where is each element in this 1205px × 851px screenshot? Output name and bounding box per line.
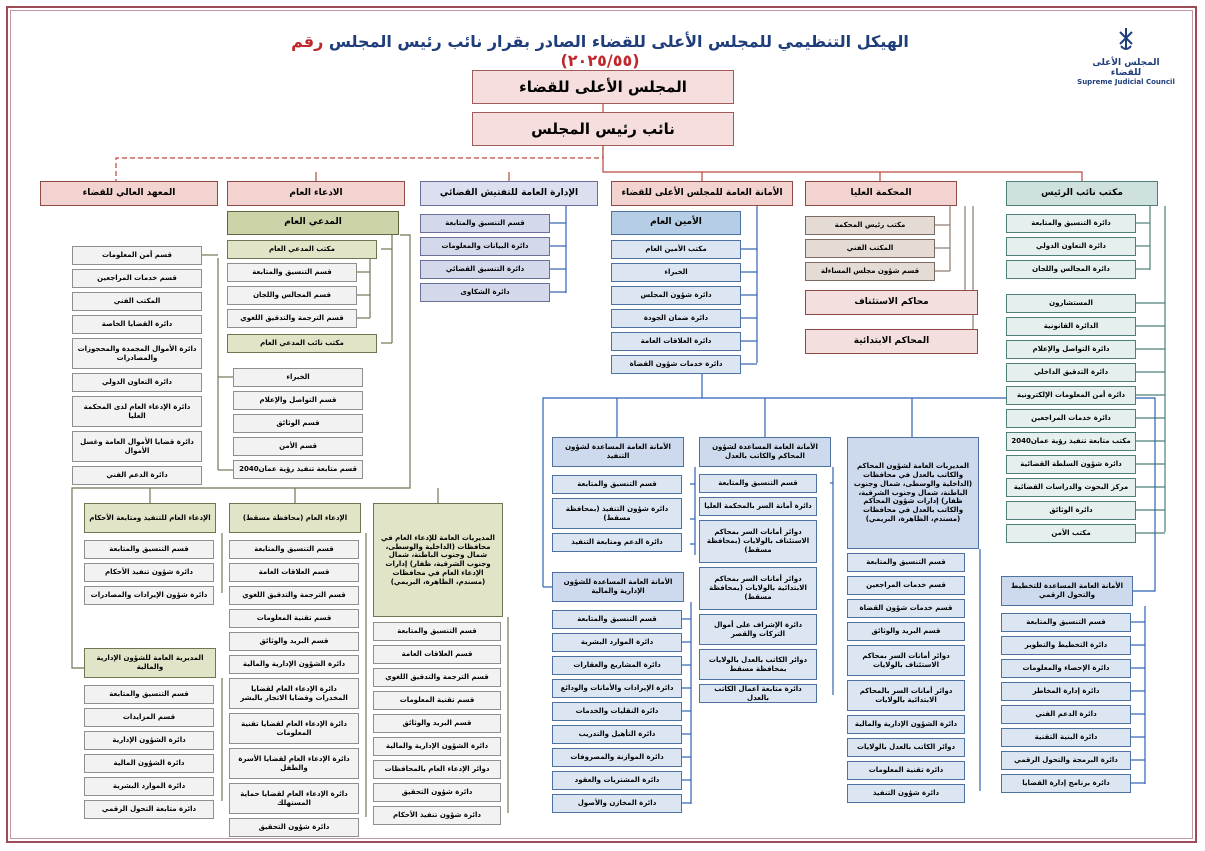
pros-exec-item: دائرة شؤون الإيرادات والمصادرات <box>84 586 214 605</box>
logo-english-text: Supreme Judicial Council <box>1077 78 1175 86</box>
office-group2-item: مكتب الأمن <box>1006 524 1136 543</box>
pros-muscat-item: دائرة الإدعاء العام لقضايا الأسرة والطفل <box>229 748 359 779</box>
sec-gov-item: قسم التنسيق والمتابعة <box>847 553 965 572</box>
inspection-item: قسم التنسيق والمتابعة <box>420 214 550 233</box>
secretariat-box: الأمانة العامة للمجلس الأعلى للقضاء <box>611 181 793 206</box>
pros-fin-item: قسم التنسيق والمتابعة <box>84 685 214 704</box>
sec-gov-item: دوائر الكاتب بالعدل بالولايات <box>847 738 965 757</box>
pros-muscat-item: قسم التنسيق والمتابعة <box>229 540 359 559</box>
sec-gov-item: دوائر أمانات السر بمحاكم الاستئناف بالولايات <box>847 645 965 676</box>
logo-arabic-text: المجلس الأعلى للقضاء <box>1092 58 1160 78</box>
office-group1-item: دائرة المجالس واللجان <box>1006 260 1136 279</box>
pros-left-item: المكتب الفني <box>72 292 202 311</box>
sec-courts-item: دائرة أمانة السر بالمحكمة العليا <box>699 497 817 516</box>
inspection-item: دائرة الشكاوى <box>420 283 550 302</box>
secretariat-item: دائرة خدمات شؤون القضاة <box>611 355 741 374</box>
court-item: قسم شؤون مجلس المساءلة <box>805 262 935 281</box>
pros-muscat-item: دائرة الإدعاء العام لقضايا المخدرات وقضايا الاتجار بالبشر <box>229 678 359 709</box>
pros-mid-item: قسم متابعة تنفيذ رؤية عمان2040 <box>233 460 363 479</box>
pros-gov-item: دائرة شؤون التحقيق <box>373 783 501 802</box>
sec-plan-item: دائرة التخطيط والتطوير <box>1001 636 1131 655</box>
prosecutor-office-box: مكتب المدعي العام <box>227 240 377 259</box>
office-group2-item: دائرة أمن المعلومات الإلكترونية <box>1006 386 1136 405</box>
office-group2-item: مكتب متابعة تنفيذ رؤية عمان2040 <box>1006 432 1136 451</box>
sec-plan-head: الأمانة العامة المساعدة للتخطيط والتحول الرقمي <box>1001 576 1133 606</box>
sec-exec-head: الأمانة العامة المساعدة لشؤون التنفيذ <box>552 437 684 467</box>
office-group2-item: دائرة التدقيق الداخلي <box>1006 363 1136 382</box>
sec-plan-item: دائرة البرمجة والتحول الرقمي <box>1001 751 1131 770</box>
office-group2-item: دائرة خدمات المراجعين <box>1006 409 1136 428</box>
council-box: المجلس الأعلى للقضاء <box>472 70 734 104</box>
inspection-box: الإدارة العامة للتفتيش القضائي <box>420 181 598 206</box>
office-group2-item: مركز البحوث والدراسات القضائية <box>1006 478 1136 497</box>
pros-gov-item: قسم الترجمة والتدقيق اللغوي <box>373 668 501 687</box>
secretariat-item: دائرة شؤون المجلس <box>611 286 741 305</box>
office-group2-item: دائرة شؤون السلطة القضائية <box>1006 455 1136 474</box>
office-group2-item: الدائرة القانونية <box>1006 317 1136 336</box>
sec-courts-item: دوائر الكاتب بالعدل بالولايات بمحافظة مسقط <box>699 649 817 680</box>
pros-fin-item: دائرة الشؤون الإدارية <box>84 731 214 750</box>
court-item: المكتب الفني <box>805 239 935 258</box>
sec-plan-item: دائرة إدارة المخاطر <box>1001 682 1131 701</box>
sec-plan-item: قسم التنسيق والمتابعة <box>1001 613 1131 632</box>
secretariat-item: الخبراء <box>611 263 741 282</box>
sec-exec-item: دائرة شؤون التنفيذ (بمحافظة مسقط) <box>552 498 682 529</box>
prosecutor-general-box: المدعي العام <box>227 211 399 235</box>
sec-exec-item: قسم التنسيق والمتابعة <box>552 475 682 494</box>
pros-muscat-item: قسم تقنية المعلومات <box>229 609 359 628</box>
sec-gov-head: المديريات العامة لشؤون المحاكم والكاتب بالعدل في محافظات (الداخلية والوسطى، شمال وجنوب الباطنة، شمال وجنوب الشرقية، ظفار) إدارات شؤون المحاكم والكاتب بالعدل في محافظات (مسندم، الظاهرة، البريمي) <box>847 437 979 549</box>
sec-exec-item: دائرة الدعم ومتابعة التنفيذ <box>552 533 682 552</box>
secretariat-item: مكتب الأمين العام <box>611 240 741 259</box>
pros-office-item: قسم المجالس واللجان <box>227 286 357 305</box>
sec-admin-item: دائرة الإيرادات والأمانات والودائع <box>552 679 682 698</box>
sec-admin-item: دائرة الموازنة والمصروفات <box>552 748 682 767</box>
pros-exec-item: قسم التنسيق والمتابعة <box>84 540 214 559</box>
pros-exec-head: الإدعاء العام للتنفيذ ومتابعة الأحكام <box>84 503 216 533</box>
court-item: مكتب رئيس المحكمة <box>805 216 935 235</box>
sec-admin-item: قسم التنسيق والمتابعة <box>552 610 682 629</box>
pros-fin-item: دائرة متابعة التحول الرقمي <box>84 800 214 819</box>
sec-gov-item: دائرة الشؤون الإدارية والمالية <box>847 715 965 734</box>
pros-gov-item: دائرة شؤون تنفيذ الأحكام <box>373 806 501 825</box>
pros-mid-item: قسم الأمن <box>233 437 363 456</box>
khanjar-emblem-icon <box>1111 26 1141 52</box>
office-group1-item: دائرة التنسيق والمتابعة <box>1006 214 1136 233</box>
title-ref: رقم (٢٠٢٥/٥٥) <box>291 32 640 70</box>
sec-gov-item: دوائر أمانات السر بالمحاكم الابتدائية بالولايات <box>847 680 965 711</box>
pros-fin-item: دائرة الموارد البشرية <box>84 777 214 796</box>
office-group2-item: المستشارون <box>1006 294 1136 313</box>
pros-muscat-item: دائرة الإدعاء العام لقضايا تقنية المعلومات <box>229 713 359 744</box>
pros-left-item: قسم أمن المعلومات <box>72 246 202 265</box>
prosecution-box: الادعاء العام <box>227 181 405 206</box>
pros-fin-item: قسم المزايدات <box>84 708 214 727</box>
office-group2-item: دائرة الوثائق <box>1006 501 1136 520</box>
pros-left-item: دائرة التعاون الدولي <box>72 373 202 392</box>
pros-muscat-item: دائرة شؤون التحقيق <box>229 818 359 837</box>
sec-gov-item: قسم البريد والوثائق <box>847 622 965 641</box>
pros-gov-item: قسم العلاقات العامة <box>373 645 501 664</box>
council-logo <box>1076 26 1176 92</box>
pros-left-item: قسم خدمات المراجعين <box>72 269 202 288</box>
pros-gov-item: دائرة الشؤون الإدارية والمالية <box>373 737 501 756</box>
pros-gov-item: دوائر الإدعاء العام بالمحافظات <box>373 760 501 779</box>
sec-admin-item: دائرة النقليات والخدمات <box>552 702 682 721</box>
secretary-general-box: الأمين العام <box>611 211 741 235</box>
pros-muscat-item: قسم الترجمة والتدقيق اللغوي <box>229 586 359 605</box>
pros-gov-head: المديريات العامة للإدعاء العام في محافظات (الداخلية والوسطى، شمال وجنوب الباطنة، شمال وجنوب الشرقية، ظفار) إدارات الإدعاء العام في محافظات (مسندم، الظاهرة، البريمي) <box>373 503 503 617</box>
pros-muscat-item: قسم البريد والوثائق <box>229 632 359 651</box>
sec-gov-item: دائرة تقنية المعلومات <box>847 761 965 780</box>
pros-left-item: دائرة الدعم الفني <box>72 466 202 485</box>
sec-admin-item: دائرة الموارد البشرية <box>552 633 682 652</box>
sec-admin-item: دائرة المشاريع والعقارات <box>552 656 682 675</box>
pros-left-item: دائرة القضايا الخاصة <box>72 315 202 334</box>
sec-admin-item: دائرة التأهيل والتدريب <box>552 725 682 744</box>
sec-admin-item: دائرة المشتريات والعقود <box>552 771 682 790</box>
supreme-court-box: المحكمة العليا <box>805 181 957 206</box>
pros-exec-item: دائرة شؤون تنفيذ الأحكام <box>84 563 214 582</box>
connector-line <box>116 146 603 181</box>
sec-courts-item: دائرة الإشراف على أموال التركات والقصر <box>699 614 817 645</box>
sec-gov-item: دائرة شؤون التنفيذ <box>847 784 965 803</box>
pros-office-item: قسم الترجمة والتدقيق اللغوي <box>227 309 357 328</box>
pros-office-item: قسم التنسيق والمتابعة <box>227 263 357 282</box>
deputy-prosecutor-box: مكتب نائب المدعي العام <box>227 334 377 353</box>
pros-mid-item: قسم التواصل والإعلام <box>233 391 363 410</box>
sec-admin-head: الأمانة العامة المساعدة للشؤون الإدارية والمالية <box>552 572 684 602</box>
vice-office-box: مكتب نائب الرئيس <box>1006 181 1158 206</box>
pros-mid-item: قسم الوثائق <box>233 414 363 433</box>
pros-muscat-head: الإدعاء العام (محافظة مسقط) <box>229 503 361 533</box>
primary-courts-box: المحاكم الابتدائية <box>805 329 978 354</box>
office-group1-item: دائرة التعاون الدولي <box>1006 237 1136 256</box>
sec-courts-item: دوائر أمانات السر بمحاكم الابتدائية بالولايات (بمحافظة مسقط) <box>699 567 817 610</box>
pros-muscat-item: قسم العلاقات العامة <box>229 563 359 582</box>
pros-left-item: دائرة الأموال المجمدة والمحجوزات والمصادرات <box>72 338 202 369</box>
pros-gov-item: قسم التنسيق والمتابعة <box>373 622 501 641</box>
pros-fin-head: المديرية العامة للشؤون الإدارية والمالية <box>84 648 216 678</box>
sec-courts-item: دائرة متابعة أعمال الكاتب بالعدل <box>699 684 817 703</box>
sec-courts-item: قسم التنسيق والمتابعة <box>699 474 817 493</box>
sec-admin-item: دائرة المخازن والأصول <box>552 794 682 813</box>
secretariat-item: دائرة ضمان الجودة <box>611 309 741 328</box>
pros-gov-item: قسم تقنية المعلومات <box>373 691 501 710</box>
inspection-item: دائرة التنسيق القضائي <box>420 260 550 279</box>
sec-courts-head: الأمانة العامة المساعدة لشؤون المحاكم والكاتب بالعدل <box>699 437 831 467</box>
sec-plan-item: دائرة برنامج إدارة القضايا <box>1001 774 1131 793</box>
connector-line <box>603 146 1082 181</box>
pros-muscat-item: دائرة الإدعاء العام لقضايا حماية المستهلك <box>229 783 359 814</box>
institute-box: المعهد العالي للقضاء <box>40 181 218 206</box>
sec-gov-item: قسم خدمات شؤون القضاة <box>847 599 965 618</box>
vice-president-box: نائب رئيس المجلس <box>472 112 734 146</box>
sec-plan-item: دائرة الدعم الفني <box>1001 705 1131 724</box>
title-main: الهيكل التنظيمي للمجلس الأعلى للقضاء الصادر بقرار نائب رئيس المجلس <box>328 32 909 51</box>
page-title <box>250 32 950 70</box>
office-group2-item: دائرة التواصل والإعلام <box>1006 340 1136 359</box>
pros-gov-item: قسم البريد والوثائق <box>373 714 501 733</box>
pros-fin-item: دائرة الشؤون المالية <box>84 754 214 773</box>
pros-left-item: دائرة الإدعاء العام لدى المحكمة العليا <box>72 396 202 427</box>
inspection-item: دائرة البيانات والمعلومات <box>420 237 550 256</box>
sec-gov-item: قسم خدمات المراجعين <box>847 576 965 595</box>
appeal-courts-box: محاكم الاستئناف <box>805 290 978 315</box>
pros-mid-item: الخبراء <box>233 368 363 387</box>
sec-plan-item: دائرة الإحصاء والمعلومات <box>1001 659 1131 678</box>
pros-left-item: دائرة قضايا الأموال العامة وغسل الأموال <box>72 431 202 462</box>
sec-courts-item: دوائر أمانات السر بمحاكم الاستئناف بالولايات (بمحافظة مسقط) <box>699 520 817 563</box>
sec-plan-item: دائرة البنية التقنية <box>1001 728 1131 747</box>
secretariat-item: دائرة العلاقات العامة <box>611 332 741 351</box>
pros-muscat-item: دائرة الشؤون الإدارية والمالية <box>229 655 359 674</box>
